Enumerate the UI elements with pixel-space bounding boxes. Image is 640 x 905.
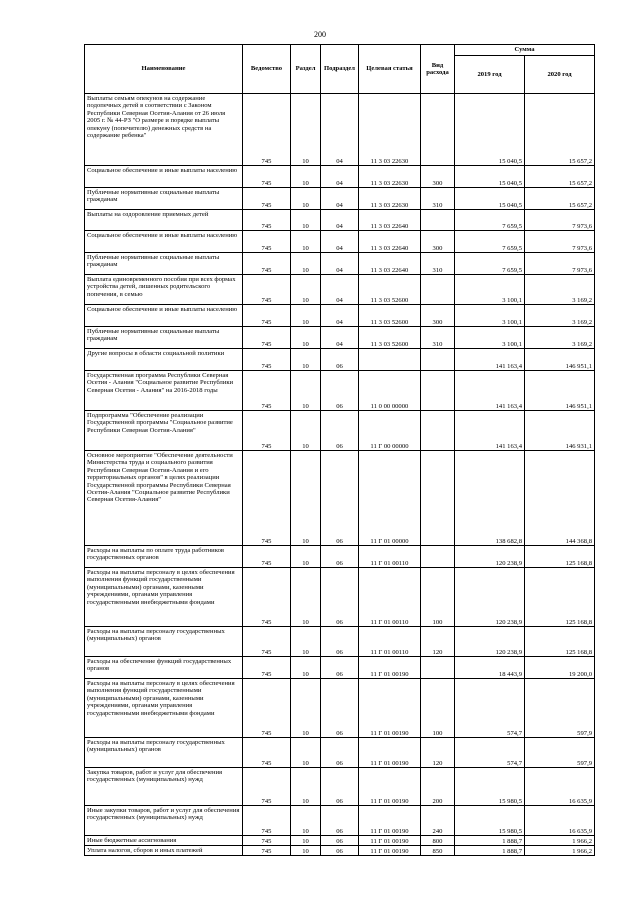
row-sum-2020: 15 657,2 [525, 166, 595, 188]
row-vid: 310 [421, 188, 455, 210]
row-podrazdel: 04 [321, 94, 359, 166]
row-vedomstvo: 745 [243, 275, 291, 305]
row-vid: 300 [421, 231, 455, 253]
row-name: Социальное обеспечение и иные выплаты населению [85, 231, 243, 253]
page-number: 200 [314, 30, 326, 39]
row-celevaya: 11 Г 01 00110 [359, 546, 421, 568]
row-vid: 310 [421, 327, 455, 349]
row-celevaya: 11 3 03 22640 [359, 231, 421, 253]
row-vid: 800 [421, 836, 455, 846]
row-name: Выплаты семьям опекунов на содержание подопечных детей в соответствии с Законом Республики Северная Осетия-Алания от 26 июля 2005 г. № 44-РЗ "О размере и порядке выплаты опекуну (попечителю) денежных средств на содержание ребенка" [85, 94, 243, 166]
row-name: Публичные нормативные социальные выплаты гражданам [85, 188, 243, 210]
row-podrazdel: 06 [321, 836, 359, 846]
row-razdel: 10 [291, 451, 321, 546]
row-vedomstvo: 745 [243, 371, 291, 411]
row-razdel: 10 [291, 231, 321, 253]
row-vid [421, 349, 455, 371]
row-vedomstvo: 745 [243, 166, 291, 188]
table-row [85, 188, 595, 210]
table-row [85, 836, 595, 846]
row-razdel: 10 [291, 768, 321, 806]
row-sum-2020: 597,9 [525, 738, 595, 768]
table-row [85, 210, 595, 231]
row-name: Публичные нормативные социальные выплаты гражданам [85, 327, 243, 349]
row-vid: 310 [421, 253, 455, 275]
row-vid [421, 371, 455, 411]
row-sum-2020: 15 657,2 [525, 94, 595, 166]
row-podrazdel: 04 [321, 188, 359, 210]
row-vedomstvo: 745 [243, 451, 291, 546]
row-celevaya: 11 3 03 22640 [359, 210, 421, 231]
row-name: Иные закупки товаров, работ и услуг для обеспечения государственных (муниципальных) нужд [85, 806, 243, 836]
row-razdel: 10 [291, 166, 321, 188]
row-podrazdel: 06 [321, 768, 359, 806]
row-sum-2019: 141 163,4 [455, 371, 525, 411]
row-razdel: 10 [291, 188, 321, 210]
row-sum-2019: 15 040,5 [455, 166, 525, 188]
row-vedomstvo: 745 [243, 94, 291, 166]
row-vid: 200 [421, 768, 455, 806]
row-name: Расходы на обеспечение функций государственных органов [85, 657, 243, 679]
row-celevaya: 11 3 03 22640 [359, 253, 421, 275]
row-podrazdel: 06 [321, 806, 359, 836]
header-year-2020: 2020 год [525, 56, 595, 94]
row-vid: 850 [421, 846, 455, 856]
row-celevaya: 11 3 03 22630 [359, 94, 421, 166]
row-podrazdel: 04 [321, 231, 359, 253]
table-row [85, 411, 595, 451]
row-sum-2020: 3 169,2 [525, 327, 595, 349]
table-row [85, 327, 595, 349]
row-name: Социальное обеспечение и иные выплаты населению [85, 305, 243, 327]
table-row [85, 451, 595, 546]
row-razdel: 10 [291, 738, 321, 768]
header-name: Наименование [85, 45, 243, 94]
table-row [85, 305, 595, 327]
row-celevaya: 11 Г 01 00110 [359, 568, 421, 627]
row-vid: 240 [421, 806, 455, 836]
row-sum-2020: 7 973,6 [525, 231, 595, 253]
row-sum-2020: 3 169,2 [525, 305, 595, 327]
row-name: Расходы на выплаты персоналу в целях обеспечения выполнения функций государственными (муниципальными) органами, казенными учреждениями, органами управления государственными внебюджетными фондами [85, 568, 243, 627]
row-vedomstvo: 745 [243, 627, 291, 657]
row-podrazdel: 06 [321, 657, 359, 679]
row-sum-2020: 125 168,8 [525, 568, 595, 627]
row-vedomstvo: 745 [243, 231, 291, 253]
row-sum-2019: 141 163,4 [455, 349, 525, 371]
row-podrazdel: 06 [321, 349, 359, 371]
table-row [85, 349, 595, 371]
row-sum-2019: 15 040,5 [455, 94, 525, 166]
budget-table [84, 44, 595, 856]
row-vid [421, 451, 455, 546]
row-sum-2020: 597,9 [525, 679, 595, 738]
row-sum-2019: 141 163,4 [455, 411, 525, 451]
row-vedomstvo: 745 [243, 188, 291, 210]
row-sum-2020: 146 931,1 [525, 411, 595, 451]
row-sum-2019: 15 040,5 [455, 188, 525, 210]
table-row [85, 657, 595, 679]
header-vedomstvo: Ведомство [243, 45, 291, 94]
row-celevaya: 11 Г 01 00190 [359, 846, 421, 856]
row-celevaya: 11 3 03 52600 [359, 275, 421, 305]
row-razdel: 10 [291, 371, 321, 411]
row-razdel: 10 [291, 846, 321, 856]
table-row [85, 806, 595, 836]
row-celevaya: 11 Г 01 00110 [359, 627, 421, 657]
row-vid: 300 [421, 305, 455, 327]
row-razdel: 10 [291, 411, 321, 451]
row-razdel: 10 [291, 253, 321, 275]
row-vedomstvo: 745 [243, 836, 291, 846]
row-podrazdel: 06 [321, 371, 359, 411]
row-sum-2019: 138 682,8 [455, 451, 525, 546]
row-sum-2020: 7 973,6 [525, 210, 595, 231]
table-row [85, 94, 595, 166]
row-sum-2019: 3 100,1 [455, 327, 525, 349]
row-name: Расходы на выплаты персоналу государственных (муниципальных) органов [85, 738, 243, 768]
row-vid [421, 210, 455, 231]
row-celevaya: 11 3 03 22630 [359, 166, 421, 188]
row-sum-2019: 1 888,7 [455, 836, 525, 846]
row-sum-2019: 18 443,9 [455, 657, 525, 679]
table-row [85, 568, 595, 627]
table-row [85, 166, 595, 188]
header-celevaya: Целевая статья [359, 45, 421, 94]
row-razdel: 10 [291, 679, 321, 738]
row-vedomstvo: 745 [243, 768, 291, 806]
row-vedomstvo: 745 [243, 349, 291, 371]
row-sum-2019: 7 659,5 [455, 210, 525, 231]
row-celevaya: 11 0 00 00000 [359, 371, 421, 411]
table-row [85, 275, 595, 305]
table-row [85, 768, 595, 806]
row-celevaya: 11 Г 01 00190 [359, 768, 421, 806]
row-name: Основное мероприятие "Обеспечение деятельности Министерства труда и социального развития Республики Северная Осетия-Алания и его территориальных органов" в целях реализации Государственной программы Республики Северная Осетия-Алания "Социальное развитие Республики Северная Осетия-Алания" [85, 451, 243, 546]
row-name: Расходы на выплаты по оплате труда работников государственных органов [85, 546, 243, 568]
row-vid [421, 546, 455, 568]
row-vedomstvo: 745 [243, 411, 291, 451]
row-celevaya: 11 Г 01 00190 [359, 806, 421, 836]
row-razdel: 10 [291, 305, 321, 327]
row-sum-2020: 144 368,8 [525, 451, 595, 546]
row-podrazdel: 04 [321, 253, 359, 275]
row-vedomstvo: 745 [243, 846, 291, 856]
row-podrazdel: 04 [321, 327, 359, 349]
row-sum-2019: 120 238,9 [455, 568, 525, 627]
row-celevaya: 11 3 03 52600 [359, 327, 421, 349]
table-row [85, 253, 595, 275]
header-podrazdel: Подраздел [321, 45, 359, 94]
row-vedomstvo: 745 [243, 657, 291, 679]
row-vid [421, 657, 455, 679]
row-sum-2019: 15 980,5 [455, 806, 525, 836]
row-razdel: 10 [291, 836, 321, 846]
header-year-2019: 2019 год [455, 56, 525, 94]
table-row [85, 846, 595, 856]
row-vid: 120 [421, 627, 455, 657]
row-podrazdel: 06 [321, 679, 359, 738]
row-podrazdel: 06 [321, 738, 359, 768]
header-razdel: Раздел [291, 45, 321, 94]
row-vid: 120 [421, 738, 455, 768]
row-sum-2020: 7 973,6 [525, 253, 595, 275]
row-name: Социальное обеспечение и иные выплаты населению [85, 166, 243, 188]
row-vedomstvo: 745 [243, 679, 291, 738]
row-name: Уплата налогов, сборов и иных платежей [85, 846, 243, 856]
header-vid: Вид расхода [421, 45, 455, 94]
row-podrazdel: 06 [321, 451, 359, 546]
row-vedomstvo: 745 [243, 305, 291, 327]
header-summa: Сумма [455, 45, 595, 56]
table-row [85, 738, 595, 768]
row-razdel: 10 [291, 349, 321, 371]
row-celevaya: 11 Г 01 00190 [359, 657, 421, 679]
row-razdel: 10 [291, 806, 321, 836]
row-vedomstvo: 745 [243, 253, 291, 275]
row-razdel: 10 [291, 546, 321, 568]
row-podrazdel: 06 [321, 546, 359, 568]
row-podrazdel: 04 [321, 166, 359, 188]
row-razdel: 10 [291, 210, 321, 231]
row-name: Выплата единовременного пособия при всех формах устройства детей, лишенных родительского попечения, в семью [85, 275, 243, 305]
row-podrazdel: 06 [321, 411, 359, 451]
row-sum-2019: 574,7 [455, 679, 525, 738]
row-sum-2019: 1 888,7 [455, 846, 525, 856]
row-vid [421, 94, 455, 166]
row-sum-2020: 3 169,2 [525, 275, 595, 305]
row-razdel: 10 [291, 627, 321, 657]
row-podrazdel: 04 [321, 210, 359, 231]
row-name: Закупка товаров, работ и услуг для обеспечения государственных (муниципальных) нужд [85, 768, 243, 806]
row-vedomstvo: 745 [243, 546, 291, 568]
table-row [85, 371, 595, 411]
row-celevaya: 11 Г 01 00000 [359, 451, 421, 546]
row-celevaya: 11 Г 01 00190 [359, 738, 421, 768]
row-name: Другие вопросы в области социальной политики [85, 349, 243, 371]
row-sum-2020: 1 966,2 [525, 836, 595, 846]
row-vedomstvo: 745 [243, 568, 291, 627]
row-sum-2019: 574,7 [455, 738, 525, 768]
row-name: Подпрограмма "Обеспечение реализации Государственной программы "Социальное развитие Республики Северная Осетия-Алания" [85, 411, 243, 451]
table-body [85, 94, 595, 856]
row-sum-2019: 120 238,9 [455, 627, 525, 657]
row-celevaya [359, 349, 421, 371]
row-vid [421, 411, 455, 451]
row-sum-2020: 125 168,8 [525, 627, 595, 657]
row-vid: 100 [421, 679, 455, 738]
row-vedomstvo: 745 [243, 210, 291, 231]
row-razdel: 10 [291, 657, 321, 679]
row-vedomstvo: 745 [243, 806, 291, 836]
row-razdel: 10 [291, 327, 321, 349]
row-name: Выплаты на оздоровление приемных детей [85, 210, 243, 231]
row-podrazdel: 04 [321, 275, 359, 305]
row-razdel: 10 [291, 275, 321, 305]
row-sum-2019: 120 238,9 [455, 546, 525, 568]
row-razdel: 10 [291, 94, 321, 166]
row-vid: 100 [421, 568, 455, 627]
row-sum-2020: 125 168,8 [525, 546, 595, 568]
row-vid: 300 [421, 166, 455, 188]
row-celevaya: 11 Г 01 00190 [359, 836, 421, 846]
row-sum-2020: 146 951,1 [525, 349, 595, 371]
row-podrazdel: 06 [321, 846, 359, 856]
row-vedomstvo: 745 [243, 327, 291, 349]
row-celevaya: 11 Г 00 00000 [359, 411, 421, 451]
row-name: Иные бюджетные ассигнования [85, 836, 243, 846]
row-sum-2020: 146 951,1 [525, 371, 595, 411]
row-name: Государственная программа Республики Северная Осетия - Алания "Социальное развитие Республики Северная Осетия - Алания" на 2016-2018 годы [85, 371, 243, 411]
row-celevaya: 11 Г 01 00190 [359, 679, 421, 738]
row-podrazdel: 06 [321, 568, 359, 627]
row-celevaya: 11 3 03 52600 [359, 305, 421, 327]
row-name: Публичные нормативные социальные выплаты гражданам [85, 253, 243, 275]
row-vid [421, 275, 455, 305]
table-row [85, 627, 595, 657]
row-sum-2020: 15 657,2 [525, 188, 595, 210]
row-sum-2019: 7 659,5 [455, 253, 525, 275]
row-razdel: 10 [291, 568, 321, 627]
row-podrazdel: 04 [321, 305, 359, 327]
row-vedomstvo: 745 [243, 738, 291, 768]
table-row [85, 546, 595, 568]
row-sum-2020: 19 200,0 [525, 657, 595, 679]
row-sum-2019: 3 100,1 [455, 275, 525, 305]
table-row [85, 679, 595, 738]
row-sum-2019: 3 100,1 [455, 305, 525, 327]
row-podrazdel: 06 [321, 627, 359, 657]
row-name: Расходы на выплаты персоналу государственных (муниципальных) органов [85, 627, 243, 657]
row-celevaya: 11 3 03 22630 [359, 188, 421, 210]
table-row [85, 231, 595, 253]
row-sum-2019: 7 659,5 [455, 231, 525, 253]
row-sum-2019: 15 980,5 [455, 768, 525, 806]
row-sum-2020: 16 635,9 [525, 768, 595, 806]
row-sum-2020: 1 966,2 [525, 846, 595, 856]
row-name: Расходы на выплаты персоналу в целях обеспечения выполнения функций государственными (муниципальными) органами, казенными учреждениями, органами управления государственными внебюджетными фондами [85, 679, 243, 738]
row-sum-2020: 16 635,9 [525, 806, 595, 836]
